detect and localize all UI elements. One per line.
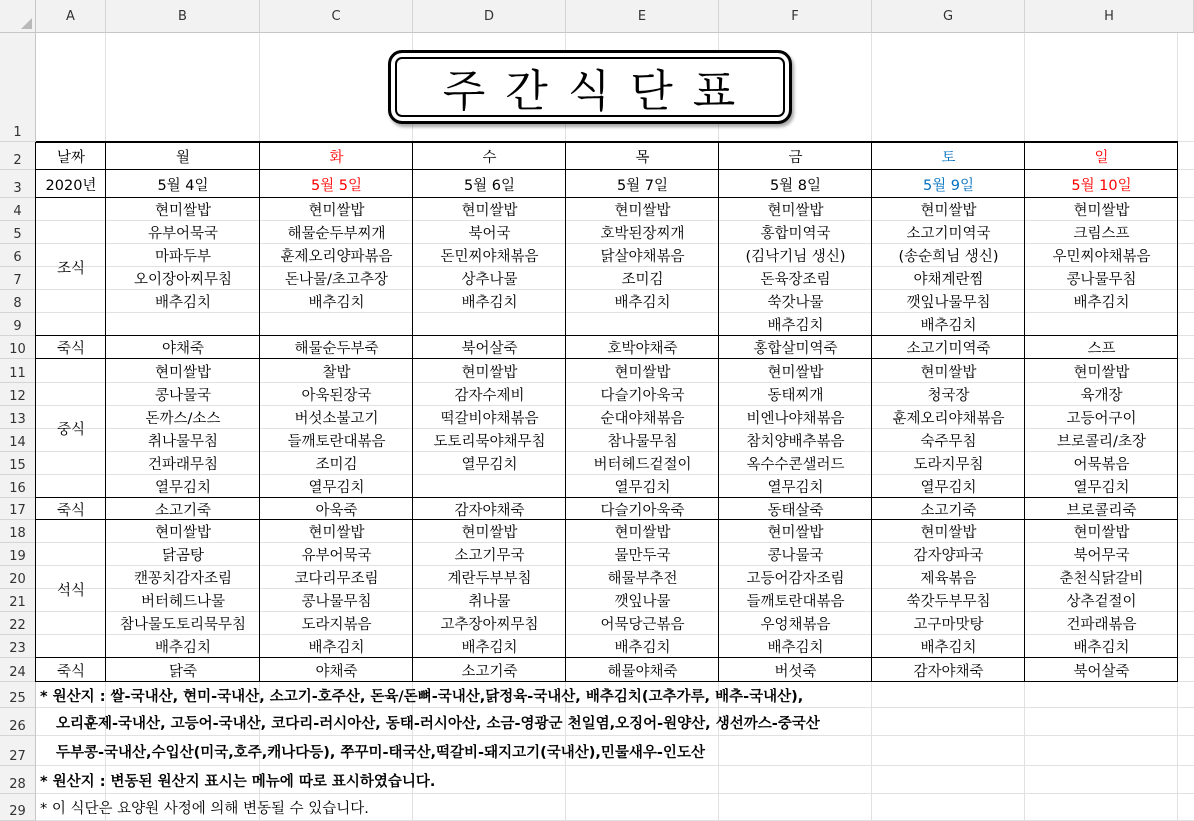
column-header-a[interactable]: A: [36, 0, 106, 33]
menu-item-cell[interactable]: 현미쌀밥: [461, 364, 518, 381]
menu-item-cell[interactable]: 계란두부부침: [447, 571, 532, 587]
menu-item-cell[interactable]: 현미쌀밥: [154, 525, 212, 541]
date-cell[interactable]: 5월 6일: [463, 177, 516, 194]
column-header-h[interactable]: H: [1025, 0, 1194, 33]
table-border: [259, 142, 260, 682]
column-header-d[interactable]: D: [413, 0, 566, 33]
menu-item-cell[interactable]: 소고기미역국: [906, 226, 991, 242]
menu-item-cell[interactable]: 야채죽: [315, 663, 358, 680]
meal-label-cell[interactable]: 죽식: [56, 663, 85, 680]
menu-item-cell[interactable]: 건파래무침: [147, 457, 219, 473]
row-header-17[interactable]: 17: [0, 498, 36, 520]
row-header-21[interactable]: 21: [0, 589, 36, 612]
table-border: [36, 519, 1178, 520]
origin-note[interactable]: * 원산지 : 쌀-국내산, 현미-국내산, 소고기-호주산, 돈육/돈뼈-국내산,닭정육-국내산, 배추김치(고추가루, 배추-국내산),: [40, 688, 804, 705]
row-header-22[interactable]: 22: [0, 612, 36, 635]
row-header-12[interactable]: 12: [0, 383, 36, 406]
menu-item-cell[interactable]: 돈나물/초고추장: [285, 272, 388, 288]
select-all-corner[interactable]: [0, 0, 36, 33]
menu-item-cell[interactable]: 열무김치: [308, 480, 365, 496]
menu-item-cell[interactable]: 육개장: [1080, 388, 1123, 404]
menu-item-cell[interactable]: 춘천식닭갈비: [1059, 571, 1144, 587]
menu-item-cell[interactable]: 돈민찌야채볶음: [440, 249, 539, 265]
day-name-cell[interactable]: 금: [788, 149, 803, 166]
menu-item-cell[interactable]: 코다리무조림: [294, 571, 379, 587]
menu-item-cell[interactable]: 해물부추전: [607, 571, 678, 587]
row-header-28[interactable]: 28: [0, 766, 36, 794]
table-border: [36, 657, 1178, 658]
menu-item-cell[interactable]: 홍합살미역죽: [753, 341, 838, 357]
table-border: [565, 142, 566, 682]
menu-item-cell[interactable]: 해물순두부찌개: [287, 226, 386, 242]
menu-item-cell[interactable]: 들깨토란대볶음: [746, 594, 845, 610]
menu-item-cell[interactable]: 열무김치: [767, 480, 824, 496]
table-border: [36, 142, 1178, 143]
row-header-6[interactable]: 6: [0, 244, 36, 267]
menu-item-cell[interactable]: 숙주무침: [920, 434, 977, 450]
menu-item-cell[interactable]: 비엔나야채볶음: [746, 411, 845, 427]
menu-item-cell[interactable]: 훈제오리야채볶음: [892, 411, 1005, 427]
menu-item-cell[interactable]: 취나물무침: [147, 434, 219, 450]
menu-item-cell[interactable]: 우엉채볶음: [760, 617, 831, 633]
day-name-cell[interactable]: 일: [1094, 149, 1109, 166]
row-header-15[interactable]: 15: [0, 452, 36, 475]
menu-item-cell[interactable]: 찰밥: [322, 364, 351, 381]
table-border: [871, 142, 872, 682]
menu-item-cell[interactable]: 상추겉절이: [1066, 594, 1137, 610]
menu-item-cell[interactable]: 물만두국: [614, 548, 671, 564]
menu-item-cell[interactable]: 우민찌야채볶음: [1052, 249, 1151, 265]
row-header-25[interactable]: 25: [0, 682, 36, 708]
menu-item-cell[interactable]: 배추김치: [154, 295, 212, 311]
menu-item-cell[interactable]: 해물야채죽: [607, 663, 678, 680]
menu-item-cell[interactable]: 배추김치: [767, 318, 824, 334]
menu-item-cell[interactable]: 현미쌀밥: [308, 525, 365, 541]
menu-item-cell[interactable]: 버터헤드겉절이: [593, 457, 692, 473]
row-header-5[interactable]: 5: [0, 221, 36, 244]
menu-item-cell[interactable]: 아욱죽: [315, 502, 358, 519]
menu-item-cell[interactable]: 옥수수콘샐러드: [746, 457, 845, 473]
menu-item-cell[interactable]: 현미쌀밥: [154, 203, 212, 219]
menu-item-cell[interactable]: 현미쌀밥: [614, 203, 671, 219]
menu-item-cell[interactable]: 어묵당근볶음: [600, 617, 685, 633]
day-name-cell[interactable]: 목: [635, 149, 650, 166]
menu-item-cell[interactable]: 북어국: [468, 226, 511, 242]
menu-item-cell[interactable]: 고등어감자조림: [746, 571, 845, 587]
row-header-14[interactable]: 14: [0, 429, 36, 452]
table-border: [718, 142, 719, 682]
menu-item-cell[interactable]: 들깨토란대볶음: [287, 434, 386, 450]
menu-item-cell[interactable]: 현미쌀밥: [1073, 525, 1130, 541]
date-cell[interactable]: 5월 9일: [922, 177, 975, 194]
column-header-c[interactable]: C: [260, 0, 413, 33]
menu-item-cell[interactable]: 깻잎나물무침: [906, 295, 991, 311]
menu-item-cell[interactable]: 마파두부: [154, 249, 212, 265]
row-header-10[interactable]: 10: [0, 336, 36, 359]
menu-item-cell[interactable]: 유부어묵국: [301, 548, 372, 564]
meal-label-cell[interactable]: 죽식: [56, 341, 85, 357]
table-border: [36, 169, 1178, 170]
menu-item-cell[interactable]: 쑥갓두부무침: [906, 594, 991, 610]
date-cell[interactable]: 5월 4일: [157, 177, 209, 194]
origin-note[interactable]: * 이 식단은 요양원 사정에 의해 변동될 수 있습니다.: [40, 801, 369, 817]
menu-item-cell[interactable]: 소고기죽: [461, 663, 518, 680]
menu-item-cell[interactable]: 현미쌀밥: [920, 364, 977, 381]
menu-item-cell[interactable]: 다슬기아욱죽: [600, 502, 685, 519]
menu-item-cell[interactable]: 어묵볶음: [1073, 457, 1130, 473]
menu-item-cell[interactable]: 감자수제비: [454, 388, 525, 404]
menu-item-cell[interactable]: (김낙기님 생신): [745, 249, 846, 265]
menu-item-cell[interactable]: 콩나물국: [154, 388, 212, 404]
menu-item-cell[interactable]: 콩나물무침: [1066, 272, 1137, 288]
menu-item-cell[interactable]: 참나물무침: [607, 434, 678, 450]
meal-label-cell[interactable]: 조식: [56, 260, 85, 277]
menu-item-cell[interactable]: 현미쌀밥: [767, 364, 824, 381]
row-header-29[interactable]: 29: [0, 794, 36, 821]
row-header-1[interactable]: 1: [0, 33, 36, 142]
menu-item-cell[interactable]: 현미쌀밥: [767, 525, 824, 541]
menu-item-cell[interactable]: 고추장아찌무침: [440, 617, 539, 633]
menu-item-cell[interactable]: 돈까스/소스: [145, 411, 221, 427]
menu-item-cell[interactable]: 현미쌀밥: [920, 525, 977, 541]
row-header-24[interactable]: 24: [0, 658, 36, 682]
menu-item-cell[interactable]: 배추김치: [1073, 295, 1130, 311]
row-header-2[interactable]: 2: [0, 142, 36, 170]
menu-item-cell[interactable]: 소고기무국: [454, 548, 525, 564]
menu-item-cell[interactable]: 호박된장찌개: [600, 226, 685, 242]
menu-item-cell[interactable]: 상추나물: [461, 272, 518, 288]
row-header-8[interactable]: 8: [0, 290, 36, 313]
menu-item-cell[interactable]: 닭곰탕: [161, 548, 205, 564]
menu-item-cell[interactable]: 소고기미역죽: [906, 341, 991, 357]
menu-item-cell[interactable]: 감자야채죽: [913, 663, 984, 680]
menu-item-cell[interactable]: 현미쌀밥: [767, 203, 824, 219]
menu-item-cell[interactable]: 버터헤드나물: [140, 594, 226, 610]
menu-item-cell[interactable]: 배추김치: [461, 295, 518, 311]
menu-item-cell[interactable]: 현미쌀밥: [614, 525, 671, 541]
menu-item-cell[interactable]: (송순희님 생신): [898, 249, 999, 265]
menu-item-cell[interactable]: 배추김치: [461, 640, 518, 656]
table-border: [35, 142, 36, 682]
menu-item-cell[interactable]: 감자야채죽: [454, 502, 525, 519]
table-border: [1177, 142, 1178, 682]
meal-label-cell[interactable]: 죽식: [56, 502, 85, 519]
menu-item-cell[interactable]: 소고기죽: [920, 502, 977, 519]
table-border: [36, 197, 1178, 198]
menu-item-cell[interactable]: 콩나물무침: [301, 594, 372, 610]
menu-item-cell[interactable]: 배추김치: [308, 640, 365, 656]
row-header-27[interactable]: 27: [0, 736, 36, 766]
menu-item-cell[interactable]: 배추김치: [920, 640, 977, 656]
meal-label-cell[interactable]: 석식: [56, 582, 85, 599]
menu-item-cell[interactable]: 배추김치: [767, 640, 824, 656]
row-header-11[interactable]: 11: [0, 359, 36, 383]
table-border: [36, 335, 1178, 336]
menu-item-cell[interactable]: 참나물도토리묵무침: [119, 617, 247, 633]
menu-item-cell[interactable]: 고등어구이: [1066, 411, 1137, 427]
menu-item-cell[interactable]: 배추김치: [1073, 640, 1130, 656]
menu-item-cell[interactable]: 돈육장조림: [760, 272, 831, 288]
origin-note[interactable]: 두부콩-국내산,수입산(미국,호주,캐나다등), 쭈꾸미-태국산,떡갈비-돼지고기(국내산),민물새우-인도산: [56, 744, 705, 761]
menu-item-cell[interactable]: 참치양배추볶음: [746, 434, 845, 450]
title-box: [388, 50, 792, 124]
menu-item-cell[interactable]: 쑥갓나물: [767, 295, 824, 311]
menu-item-cell[interactable]: 깻잎나물: [614, 594, 671, 610]
menu-item-cell[interactable]: 해물순두부죽: [294, 341, 379, 357]
menu-item-cell[interactable]: 떡갈비야채볶음: [440, 411, 539, 427]
menu-item-cell[interactable]: 홍합미역국: [760, 226, 831, 242]
table-border: [105, 142, 106, 682]
row-header-16[interactable]: 16: [0, 475, 36, 498]
menu-item-cell[interactable]: 북어살죽: [461, 341, 518, 357]
menu-item-cell[interactable]: 닭살야채볶음: [600, 249, 685, 265]
year-label-cell[interactable]: 2020년: [45, 177, 97, 194]
menu-item-cell[interactable]: 현미쌀밥: [461, 203, 518, 219]
menu-item-cell[interactable]: 배추김치: [308, 295, 365, 311]
column-header-g[interactable]: G: [872, 0, 1025, 33]
page-title: 주간식단표: [442, 66, 756, 117]
menu-item-cell[interactable]: 버섯죽: [774, 663, 817, 680]
menu-item-cell[interactable]: 북어살죽: [1073, 663, 1130, 680]
row-header-13[interactable]: 13: [0, 406, 36, 429]
row-header-4[interactable]: 4: [0, 198, 36, 221]
day-name-cell[interactable]: 수: [482, 149, 497, 166]
menu-item-cell[interactable]: 도라지무침: [913, 457, 984, 473]
menu-item-cell[interactable]: 다슬기아욱국: [600, 388, 685, 404]
menu-item-cell[interactable]: 현미쌀밥: [920, 203, 977, 219]
menu-item-cell[interactable]: 호박야채죽: [607, 341, 678, 357]
menu-item-cell[interactable]: 도라지볶음: [301, 617, 372, 633]
menu-item-cell[interactable]: 열무김치: [461, 457, 518, 473]
menu-item-cell[interactable]: 소고기죽: [154, 502, 212, 519]
menu-item-cell[interactable]: 동태찌개: [767, 388, 824, 404]
row-header-26[interactable]: 26: [0, 708, 36, 736]
column-header-e[interactable]: E: [566, 0, 719, 33]
day-name-cell[interactable]: 토: [941, 149, 956, 166]
menu-item-cell[interactable]: 훈제오리양파볶음: [280, 249, 393, 265]
row-header-7[interactable]: 7: [0, 267, 36, 290]
date-cell[interactable]: 5월 10일: [1071, 177, 1132, 194]
menu-item-cell[interactable]: 건파래볶음: [1066, 617, 1137, 633]
menu-item-cell[interactable]: 취나물: [468, 594, 511, 610]
menu-item-cell[interactable]: 청국장: [927, 388, 970, 404]
menu-item-cell[interactable]: 순대야채볶음: [600, 411, 685, 427]
menu-item-cell[interactable]: 브로콜리/초장: [1057, 434, 1146, 450]
menu-item-cell[interactable]: 현미쌀밥: [1073, 203, 1130, 219]
date-cell[interactable]: 5월 7일: [616, 177, 669, 194]
menu-item-cell[interactable]: 고구마맛탕: [913, 617, 984, 633]
table-border: [1024, 142, 1025, 682]
origin-note[interactable]: 오리훈제-국내산, 고등어-국내산, 코다리-러시아산, 동태-러시아산, 소금-영광군 천일염,오징어-원양산, 생선까스-중국산: [56, 715, 820, 732]
row-header-23[interactable]: 23: [0, 635, 36, 658]
menu-item-cell[interactable]: 열무김치: [614, 480, 671, 496]
column-header-f[interactable]: F: [719, 0, 872, 33]
row-header-9[interactable]: 9: [0, 313, 36, 336]
menu-item-cell[interactable]: 배추김치: [614, 295, 671, 311]
menu-item-cell[interactable]: 현미쌀밥: [308, 203, 365, 219]
menu-item-cell[interactable]: 현미쌀밥: [614, 364, 671, 381]
table-border: [36, 497, 1178, 498]
date-cell[interactable]: 5월 5일: [310, 177, 363, 194]
origin-note[interactable]: * 원산지 : 변동된 원산지 표시는 메뉴에 따로 표시하였습니다.: [40, 773, 436, 790]
menu-item-cell[interactable]: 현미쌀밥: [1073, 364, 1130, 381]
menu-item-cell[interactable]: 배추김치: [154, 640, 212, 656]
menu-item-cell[interactable]: 야채계란찜: [913, 272, 984, 288]
day-name-cell[interactable]: 월: [175, 149, 190, 166]
row-header-3[interactable]: 3: [0, 170, 36, 198]
menu-item-cell[interactable]: 열무김치: [920, 480, 977, 496]
day-name-cell[interactable]: 화: [329, 149, 344, 166]
column-header-b[interactable]: B: [106, 0, 260, 33]
menu-item-cell[interactable]: 콩나물국: [767, 548, 824, 564]
menu-item-cell[interactable]: 도토리묵야채무침: [433, 434, 546, 450]
menu-item-cell[interactable]: 배추김치: [614, 640, 671, 656]
menu-item-cell[interactable]: 열무김치: [1073, 480, 1130, 496]
row-header-19[interactable]: 19: [0, 543, 36, 566]
menu-item-cell[interactable]: 스프: [1087, 341, 1116, 357]
menu-item-cell[interactable]: 현미쌀밥: [461, 525, 518, 541]
menu-item-cell[interactable]: 캔꽁치감자조림: [133, 571, 233, 587]
meal-label-cell[interactable]: 중식: [56, 422, 85, 438]
date-cell[interactable]: 5월 8일: [769, 177, 822, 194]
table-border: [36, 358, 1178, 359]
date-label-cell[interactable]: 날짜: [56, 149, 85, 166]
menu-item-cell[interactable]: 현미쌀밥: [154, 364, 212, 381]
menu-item-cell[interactable]: 야채죽: [161, 341, 205, 357]
menu-item-cell[interactable]: 유부어묵국: [147, 226, 219, 242]
menu-item-cell[interactable]: 동태살죽: [767, 502, 824, 519]
menu-item-cell[interactable]: 제육볶음: [920, 571, 977, 587]
menu-item-cell[interactable]: 열무김치: [154, 480, 212, 496]
menu-item-cell[interactable]: 크림스프: [1073, 226, 1130, 242]
menu-item-cell[interactable]: 오이장아찌무침: [133, 272, 233, 288]
menu-item-cell[interactable]: 아욱된장국: [301, 388, 372, 404]
menu-item-cell[interactable]: 배추김치: [920, 318, 977, 334]
menu-item-cell[interactable]: 감자양파국: [913, 548, 984, 564]
menu-item-cell[interactable]: 닭죽: [168, 663, 197, 680]
row-header-18[interactable]: 18: [0, 520, 36, 543]
menu-item-cell[interactable]: 조미김: [621, 272, 664, 288]
table-border: [412, 142, 413, 682]
menu-item-cell[interactable]: 조미김: [315, 457, 358, 473]
menu-item-cell[interactable]: 북어무국: [1073, 548, 1130, 564]
row-header-20[interactable]: 20: [0, 566, 36, 589]
menu-item-cell[interactable]: 브로콜리죽: [1066, 502, 1137, 519]
menu-item-cell[interactable]: 버섯소불고기: [294, 411, 379, 427]
